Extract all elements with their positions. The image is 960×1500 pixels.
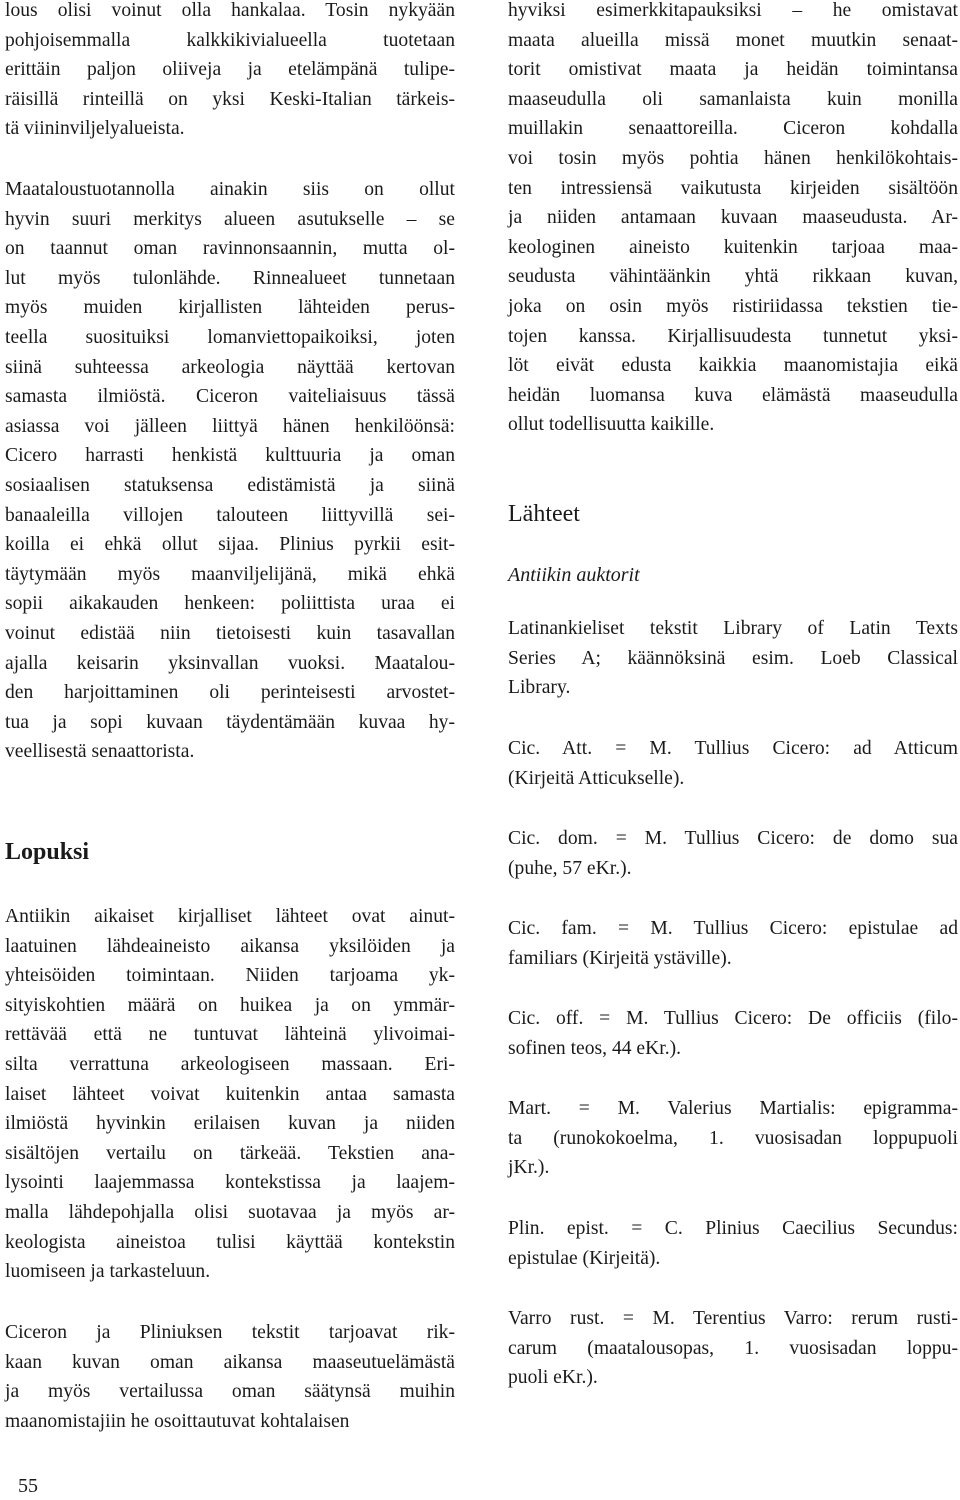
text-line: sofinen teos, 44 eKr.). [508,1037,682,1059]
text-line: ilmiöstä hyvinkin erilaisen kuvan ja niiden [5,1113,455,1135]
text-line: muillakin senaattoreilla. Ciceron kohdalla [508,118,958,140]
text-line: rettävää että ne tuntuvat lähteinä ylivoimai- [5,1024,455,1046]
text-line: teella suosituiksi lomanviettopaikoiksi, joten [5,326,455,348]
text-line: (puhe, 57 eKr.). [508,857,632,879]
text-line: löt eivät edusta kaikkia maanomistajia eikä [508,355,958,377]
text-line: carum (maatalousopas, 1. vuosisadan loppu- [508,1337,958,1359]
section-heading: Lopuksi [5,839,90,865]
text-line: maaseudulla oli samanlaista kuin monilla [508,88,958,110]
text-line: torit omistivat maata ja heidän toimintansa [508,59,958,81]
text-line: Plin. epist. = C. Plinius Caecilius Secundus: [508,1218,958,1239]
reference-entry [508,824,958,883]
text-line: siinä suhteessa arkeologia näyttää kertovan [5,356,455,378]
text-line: lut myös tulonlähde. Rinnealueet tunnetaan [5,267,455,289]
text-line: ollut todellisuutta kaikille. [508,414,715,436]
text-line: koilla ei ehkä ollut sijaa. Plinius pyrkii esit- [5,534,455,556]
reference-entry [508,734,958,793]
text-line: lysointi laajemmassa kontekstissa ja laajem- [5,1172,455,1194]
text-line: den harjoittaminen oli perinteisesti arvostet- [5,682,455,704]
reference-entry [508,1094,958,1183]
text-line: pohjoisemmalla kalkkikivialueella tuotetaan [5,29,455,51]
text-line: myös muiden kirjallisten lähteiden perus- [5,297,455,319]
text-line: laatuinen lähdeaineisto aikansa yksilöiden ja [5,935,455,957]
reference-entry [508,1304,958,1393]
paragraph [5,0,455,144]
paragraph [5,902,455,1287]
paragraph [5,175,455,767]
text-line: jKr.). [508,1157,550,1179]
text-line: räisillä rinteillä on yksi Keski-Italian tärkeis- [5,88,455,110]
text-line: malla lähdepohjalla olisi suotavaa ja myös ar- [5,1201,455,1223]
text-line: ajalla keisarin yksinvallan vuoksi. Maatalou- [5,652,455,674]
text-line: banaaleilla villojen talouteen liittyvillä sei- [5,504,455,526]
text-line: Ciceron ja Pliniuksen tekstit tarjoavat rik- [5,1322,455,1343]
text-line: samasta ilmiöstä. Ciceron vaiteliaisuus tässä [5,386,455,408]
text-line: sityiskohtien määrä on huikea ja on ymmär- [5,994,455,1016]
text-line: tä viininviljelyalueista. [5,118,185,140]
text-line: ten intressiensä vaikutusta kirjeiden sisältöön [508,177,958,199]
reference-entry [508,1214,958,1273]
text-line: ja niiden antamaan kuvaan maaseudusta. Ar- [508,207,958,229]
text-line: voinut edistää niin tietoisesti kuin tasavallan [5,622,455,644]
text-line: Mart. = M. Valerius Martialis: epigramma- [508,1098,958,1119]
text-line: tojen kanssa. Kirjallisuudesta tunnetut yksi- [508,325,958,347]
text-line: täytymään myös maanviljelijänä, mikä ehkä [5,563,455,585]
text-line: Library. [508,677,571,699]
text-line: Cic. Att. = M. Tullius Cicero: ad Atticum [508,738,958,759]
text-line: maata alueilla missä monet muutkin senaat- [508,29,958,51]
text-line: keologista aineistoa tulisi käyttää kontekstin [5,1231,455,1253]
text-line: on taannut oman ravinnonsaannin, mutta ol- [5,238,455,260]
text-line: asiassa voi jälleen liittyä hänen henkilöönsä: [5,415,455,437]
text-line: sosiaalisen statuksensa edistämistä ja siinä [5,474,455,496]
text-line: keologinen aineisto kuitenkin tarjoaa maa- [508,236,958,258]
text-line: Latinankieliset tekstit Library of Latin Texts [508,618,958,639]
text-line: maanomistajiin he osoittautuvat kohtalaisen [5,1410,350,1432]
text-line: ta (runokokoelma, 1. vuosisadan loppupuoli [508,1127,958,1149]
text-line: Cic. dom. = M. Tullius Cicero: de domo sua [508,828,958,849]
text-line: laiset lähteet voivat kuitenkin antaa samasta [5,1083,455,1105]
text-line: sisältöjen vertailu on tärkeää. Tekstien ana- [5,1142,455,1164]
text-line: veellisestä senaattorista. [5,741,195,763]
text-line: epistulae (Kirjeitä). [508,1247,661,1269]
text-line: seudusta vähintäänkin yhtä rikkaan kuvan, [508,266,958,288]
text-line: Cicero harrasti henkistä kulttuuria ja oman [5,445,455,467]
text-line: ja myös vertailussa oman säätynsä muihin [5,1381,455,1403]
text-line: Maataloustuotannolla ainakin siis on ollut [5,179,455,200]
text-line: kaan kuvan oman aikansa maaseutuelämästä [5,1351,455,1373]
text-line: Cic. off. = M. Tullius Cicero: De officiis (filo- [508,1008,958,1029]
text-line: heidän luomansa kuva elämästä maaseudulla [508,384,958,406]
text-line: lous olisi voinut olla hankalaa. Tosin nykyään [5,0,455,21]
text-line: hyviksi esimerkkitapauksiksi – he omistavat [508,0,958,21]
paragraph [5,1318,455,1436]
text-line: (Kirjeitä Atticukselle). [508,767,685,789]
paragraph [508,0,958,440]
section-heading: Lähteet [508,501,580,527]
text-line: yhteisöiden toimintaan. Niiden tarjoama yk- [5,965,455,987]
subheading: Antiikin auktorit [508,564,640,586]
text-line: luomiseen ja tarkasteluun. [5,1261,211,1283]
text-line: familiars (Kirjeitä ystäville). [508,947,732,969]
text-line: puoli eKr.). [508,1367,598,1389]
page-number: 55 [18,1475,38,1497]
text-line: Series A; käännöksinä esim. Loeb Classical [508,647,958,669]
reference-entry [508,614,958,703]
reference-entry [508,914,958,973]
text-line: silta verrattuna arkeologiseen massaan. Eri- [5,1053,455,1075]
text-line: hyvin suuri merkitys alueen asutukselle – se [5,208,455,230]
text-line: sopii aikakauden henkeen: poliittista uraa ei [5,593,455,615]
text-line: erittäin paljon oliiveja ja etelämpänä tulipe- [5,59,455,81]
text-line: Varro rust. = M. Terentius Varro: rerum rusti- [508,1308,958,1329]
text-line: Cic. fam. = M. Tullius Cicero: epistulae ad [508,918,958,939]
reference-entry [508,1004,958,1063]
text-line: joka on osin myös ristiriidassa tekstien tie- [508,295,958,317]
text-line: Antiikin aikaiset kirjalliset lähteet ovat ainut- [5,906,455,927]
text-line: tua ja sopi kuvaan täydentämään kuvaa hy- [5,711,455,733]
text-line: voi tosin myös pohtia hänen henkilökohtais- [508,147,958,169]
